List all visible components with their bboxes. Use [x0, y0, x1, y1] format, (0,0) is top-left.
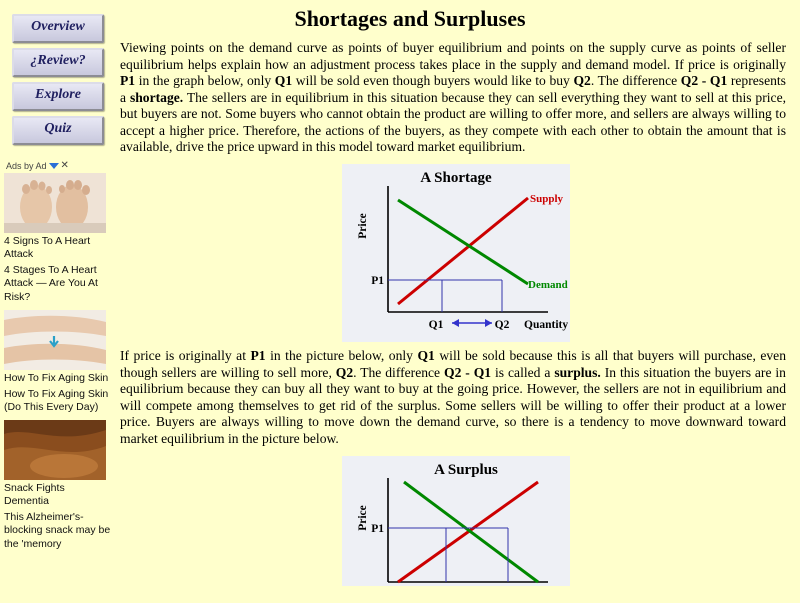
- ad-subline-2: How To Fix Aging Skin (Do This Every Day): [4, 387, 109, 413]
- ad-headline-3: Snack Fights Dementia: [4, 482, 65, 508]
- ad-headline-1: 4 Signs To A Heart Attack: [4, 235, 91, 261]
- chart-shortage-ylabel: Price: [357, 213, 369, 239]
- p2-bold-p1: P1: [250, 348, 266, 364]
- chart-surplus: [342, 456, 570, 586]
- page-title: Shortages and Surpluses: [294, 6, 526, 31]
- ad-image-arm[interactable]: [4, 310, 106, 370]
- paragraph-surplus: [120, 348, 786, 447]
- p1-bold-q2: Q2: [573, 73, 591, 89]
- p1-text-b: in the graph below, only: [135, 73, 275, 89]
- ad-subline-1: 4 Stages To A Heart Attack — Are You At Risk?: [4, 264, 98, 303]
- main-content: [112, 36, 800, 592]
- ad-image-snack[interactable]: [4, 420, 106, 480]
- paragraph-shortage: [120, 40, 786, 156]
- ad-item-3[interactable]: [4, 420, 112, 551]
- p1-bold-q1: Q1: [274, 73, 293, 89]
- chart-shortage-xlabel: Quantity: [524, 319, 569, 332]
- ad-label-text: Ads by Ad: [6, 160, 47, 171]
- p2-bold-q2q1: Q2 - Q1: [444, 364, 492, 380]
- chart-shortage-demand-label: Demand: [528, 279, 568, 292]
- page-layout: [0, 19, 800, 592]
- p2-text-d: . The difference: [353, 364, 445, 380]
- ad-image-feet[interactable]: [4, 173, 106, 233]
- chart-surplus-ylabel: Price: [357, 504, 369, 531]
- p2-text-f: In this situation the buyers are in equilibrium because they can buy all they want to buy at the going price. However, the sellers are not in equilibrium and will compete among themselves to get rid of the surplus. Some sellers will be willing to offer their product at a lower price. Buyers are always willing to move down the demand curve, so there is a tendency to move downward toward market equilibrium in the picture below.: [120, 364, 786, 446]
- nav-button-explore[interactable]: Explore: [12, 82, 104, 111]
- figure-surplus: [342, 456, 570, 586]
- p1-bold-p1: P1: [120, 73, 136, 89]
- chart-shortage-supply-label: Supply: [530, 193, 564, 206]
- p1-text-d: . The difference: [590, 73, 681, 89]
- chart-shortage-p1-label: P1: [371, 275, 384, 288]
- p1-text-e: represents a: [120, 73, 786, 105]
- ad-text-2[interactable]: [4, 372, 112, 414]
- p1-bold-q2q1: Q2 - Q1: [680, 73, 728, 89]
- p2-bold-q2: Q2: [335, 364, 354, 380]
- ad-headline-2: How To Fix Aging Skin: [4, 371, 109, 384]
- figure-shortage: [342, 164, 570, 342]
- nav-buttons: [4, 14, 112, 150]
- ad-text-3[interactable]: [4, 482, 112, 551]
- ad-text-1[interactable]: [4, 235, 112, 304]
- p2-bold-surplus: surplus.: [554, 364, 601, 380]
- p2-text-a: If price is originally at: [120, 348, 251, 364]
- chart-shortage: [342, 164, 570, 342]
- nav-button-quiz[interactable]: Quiz: [12, 116, 104, 145]
- p2-text-b: in the picture below, only: [265, 348, 418, 364]
- p2-text-c: will be sold because this is all that buyers will purchase, even though sellers are willing to sell more,: [120, 348, 787, 380]
- p2-text-e: is called a: [491, 364, 555, 380]
- ad-choices-icon[interactable]: [49, 163, 59, 169]
- ad-choices-label[interactable]: [6, 160, 112, 171]
- p2-bold-q1: Q1: [417, 348, 435, 364]
- ad-item-2[interactable]: [4, 310, 112, 414]
- chart-surplus-title: A Surplus: [434, 461, 498, 478]
- ad-item-1[interactable]: [4, 173, 112, 304]
- chart-surplus-p1-label: P1: [371, 522, 384, 535]
- nav-button-overview[interactable]: Overview: [12, 14, 104, 43]
- chart-shortage-title: A Shortage: [420, 170, 492, 187]
- chart-shortage-q2-label: Q2: [494, 319, 510, 332]
- nav-button-review[interactable]: ¿Review?: [12, 48, 104, 77]
- p1-bold-shortage: shortage.: [129, 89, 184, 105]
- sidebar: [0, 19, 112, 557]
- p1-text-a: Viewing points on the demand curve as points of buyer equilibrium and points on the supply curve as points of seller equilibrium helps explain how an adjustment process takes place in the supply and demand model. If price is originally: [120, 40, 786, 72]
- chart-shortage-q1-label: Q1: [428, 319, 444, 332]
- p1-text-c: will be sold even though buyers would like to buy: [292, 73, 574, 89]
- ad-subline-3: This Alzheimer's-blocking snack may be the 'memory: [4, 511, 111, 550]
- ad-close-icon[interactable]: ✕: [60, 160, 69, 171]
- p1-text-f: The sellers are in equilibrium in this situation because they can sell everything they want to sell at this price, but buyers are not. Some buyers who cannot obtain the product are willing to offer more, and sellers are always willing to accept a higher price. Therefore, the actions of the buyers, as they compete with each other to obtain the amount that is available, drive the price upward in this model toward market equilibrium.: [120, 89, 786, 155]
